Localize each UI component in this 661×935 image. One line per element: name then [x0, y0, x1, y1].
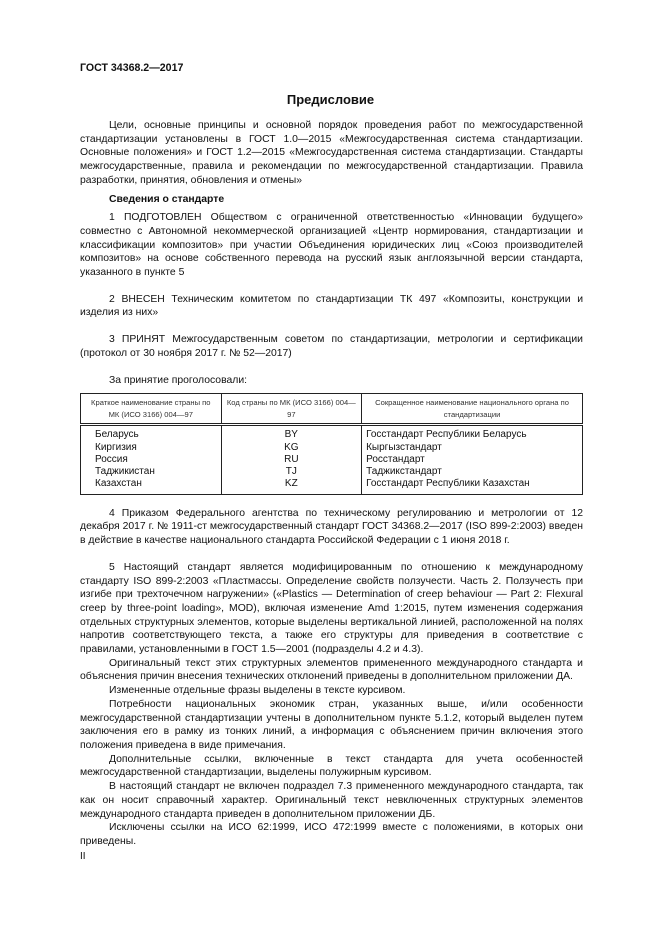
agency-cell: Кыргызстандарт — [362, 442, 583, 454]
item-2: 2 ВНЕСЕН Техническим комитетом по стандартизации ТК 497 «Композиты, конструкции и изделия из них» — [80, 293, 583, 319]
table-row — [81, 478, 583, 494]
agency-cell: Таджикстандарт — [362, 466, 583, 478]
code-cell: TJ — [221, 466, 362, 478]
country-cell: Таджикистан — [81, 466, 222, 478]
item-1: 1 ПОДГОТОВЛЕН Обществом с ограниченной ответственностью «Инновации будущего» совместно с Автономной некоммерческой организацией «Центр нормирования, стандартизации и классификации композитов» при участии Объединения юридических лиц «Союз производителей композитов» на основе собственного перевода на русский язык англоязычной версии стандарта, указанного в пункте 5 — [80, 212, 583, 279]
item-5-paragraph: Измененные отдельные фразы выделены в тексте курсивом. — [109, 685, 406, 697]
agency-cell: Росстандарт — [362, 454, 583, 466]
country-cell: Киргизия — [81, 442, 222, 454]
country-cell: Казахстан — [81, 478, 222, 494]
column-header: Сокращенное наименование национального органа по стандартизации — [362, 394, 583, 425]
agency-cell: Госстандарт Республики Беларусь — [362, 425, 583, 442]
agency-cell: Госстандарт Республики Казахстан — [362, 478, 583, 494]
code-cell: KZ — [221, 478, 362, 494]
item-5-paragraph: Оригинальный текст этих структурных элементов примененного международного стандарта и объяснения причин внесения технических отклонений приведены в дополнительном приложении ДА. — [80, 657, 583, 683]
table-row — [81, 442, 583, 454]
intro-paragraph: Цели, основные принципы и основной порядок проведения работ по межгосударственной стандартизации установлены в ГОСТ 1.0—2015 «Межгосударственная система стандартизации. Основные положения» и ГОСТ 1.2—2015 «Межгосударственная система стандартизации. Стандарты межгосударственные, правила и рекомендации по межгосударственной стандартизации. Правила разработки, принятия, обновления и отмены» — [80, 120, 583, 186]
voted-label: За принятие проголосовали: — [109, 374, 248, 386]
info-heading: Сведения о стандарте — [109, 193, 225, 205]
page-title: Предисловие — [286, 92, 375, 107]
table-row — [81, 425, 583, 442]
country-cell: Беларусь — [81, 425, 222, 442]
code-cell: BY — [221, 425, 362, 442]
item-3: 3 ПРИНЯТ Межгосударственным советом по стандартизации, метрологии и сертификации (протокол от 30 ноября 2017 г. № 52—2017) — [80, 334, 583, 359]
item-5-paragraph: Исключены ссылки на ИСО 62:1999, ИСО 472:1999 вместе с положениями, в которых они приведены. — [80, 822, 583, 847]
country-cell: Россия — [81, 454, 222, 466]
code-cell: KG — [221, 442, 362, 454]
column-header: Краткое наименование страны по МК (ИСО 3166) 004—97 — [81, 394, 222, 425]
document-header: ГОСТ 34368.2—2017 — [80, 62, 184, 74]
voting-table — [80, 393, 583, 494]
item-5: 5 Настоящий стандарт является модифицированным по отношению к международному стандарту ISO 899-2:2003 «Пластмассы. Определение свойств ползучести. Часть 2. Ползучесть при изгибе при трехточечном нагружении» («Plastics — Determination of creep behaviour — Part 2: Flexural creep by three-point loading», MOD), включая изменение Amd 1:2015, путем изменения содержания отдельных структурных элементов, которые выделены вертикальной линией, расположенной на полях напротив соответствующего текста, а также его структуры для приведения в соответствие с правилами, установленными в ГОСТ 1.5—2001 (подразделы 4.2 и 4.3). — [80, 561, 583, 656]
table-row — [81, 466, 583, 478]
item-5-paragraph: Потребности национальных экономик стран, указанных выше, и/или особенности межгосударственной стандартизации учтены в дополнительном пункте 5.1.2, который выделен путем заключения его в рамку из тонких линий, а информация с объяснением причин включения этого положения приведена в виде примечания. — [80, 698, 583, 751]
column-header: Код страны по МК (ИСО 3166) 004—97 — [221, 394, 362, 425]
item-5-paragraph: В настоящий стандарт не включен подраздел 7.3 примененного международного стандарта, так как он носит справочный характер. Оригинальный текст невключенных структурных элементов международного стандарта приведен в дополнительном приложении ДБ. — [80, 781, 583, 820]
item-5-paragraph: Дополнительные ссылки, включенные в текст стандарта для учета особенностей межгосударственной стандартизации, выделены полужирным курсивом. — [80, 753, 583, 779]
item-4: 4 Приказом Федерального агентства по техническому регулированию и метрологии от 12 декабря 2017 г. № 1911-ст межгосударственный стандарт ГОСТ 34368.2—2017 (ISO 899-2:2003) введен в действие в качестве национального стандарта Российской Федерации с 1 июня 2018 г. — [80, 507, 583, 547]
code-cell: RU — [221, 454, 362, 466]
table-row — [81, 454, 583, 466]
page-number: II — [80, 851, 86, 862]
